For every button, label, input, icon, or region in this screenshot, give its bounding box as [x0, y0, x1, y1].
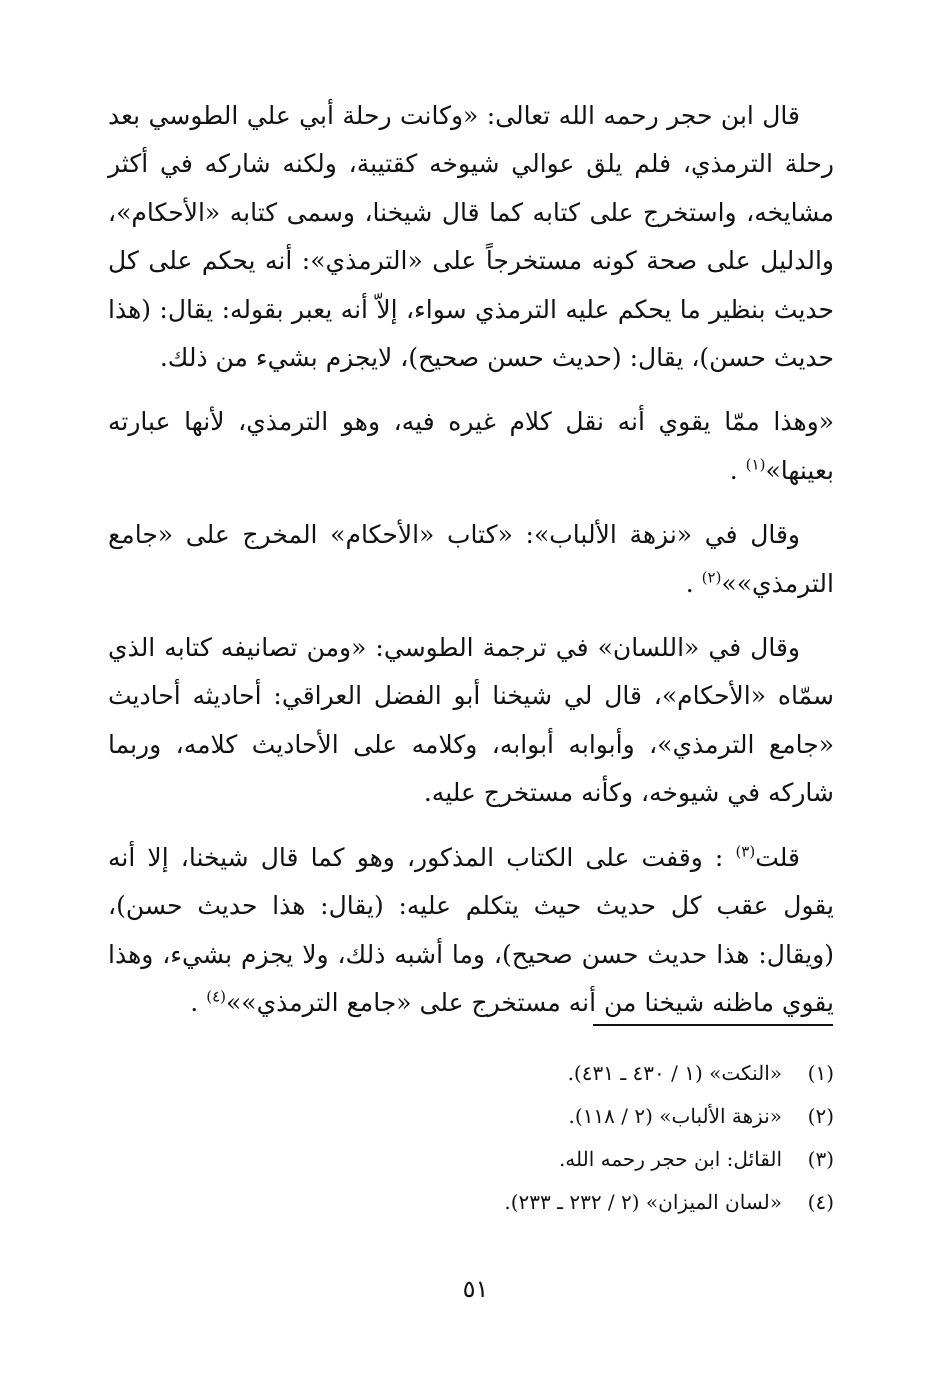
- footnote-marker-2: (٢): [701, 568, 722, 587]
- paragraph-3-text: وقال في «نزهة الألباب»: «كتاب «الأحكام» المخرج على «جامع الترمذي»»: [108, 520, 834, 598]
- footnote-number: (٢): [807, 1104, 834, 1128]
- footnote-text: «لسان الميزان» (٢ / ٢٣٢ ـ ٢٣٣).: [504, 1190, 782, 1214]
- main-text: [108, 92, 834, 1043]
- paragraph-5-text: : وقفت على الكتاب المذكور، وهو كما قال شيخنا، إلا أنه يقول عقب كل حديث حيث يتكلم عليه: (يقال: هذا حديث حسن)، (ويقال: هذا حديث حسن صحيح)، وما أشبه ذلك، ولا يجزم بشيء، وهذا يقوي ماظنه شيخنا من أنه مستخرج على «جامع الترمذي»»: [108, 842, 834, 1017]
- paragraph-2-text: «وهذا ممّا يقوي أنه نقل كلام غيره فيه، وهو الترمذي، لأنها عبارته بعينها»: [108, 407, 834, 485]
- paragraph-5: [108, 834, 834, 1028]
- paragraph-3: [108, 511, 834, 608]
- paragraph-1: قال ابن حجر رحمه الله تعالى: «وكانت رحلة أبي علي الطوسي بعد رحلة الترمذي، فلم يلق عوالي شيوخه كقتيبة، ولكنه شاركه في أكثر مشايخه، واستخرج على كتابه كما قال شيخنا، وسمى كتابه «الأحكام»، والدليل على صحة كونه مستخرجاً على «الترمذي»: أنه يحكم على كل حديث بنظير ما يحكم عليه الترمذي سواء، إلاّ أنه يعبر بقوله: يقال: (هذا حديث حسن)، يقال: (حديث حسن صحيح)، لايجزم بشيء من ذلك.: [108, 101, 834, 373]
- footnote-number: (٣): [807, 1147, 834, 1171]
- footnote-text: «نزهة الألباب» (٢ / ١١٨).: [568, 1104, 782, 1128]
- footnote-4: [108, 1181, 834, 1224]
- page-number: ٥١: [462, 1275, 489, 1303]
- footnote-number: (٤): [807, 1190, 834, 1214]
- paragraph-2: [108, 398, 834, 495]
- footnote-2: [108, 1095, 834, 1138]
- footnote-marker-4: (٤): [206, 987, 226, 1006]
- paragraph-4: وقال في «اللسان» في ترجمة الطوسي: «ومن تصانيفه كتابه الذي سمّاه «الأحكام»، قال لي شيخنا أبو الفضل العراقي: أحاديثه أحاديث «جامع الترمذي»، وأبوابه أبوابه، وكلامه على الأحاديث كلامه، وربما شاركه في شيوخه، وكأنه مستخرج عليه.: [108, 633, 834, 808]
- footnote-marker-3: (٣): [735, 842, 756, 861]
- footnote-number: (١): [807, 1061, 834, 1085]
- period: .: [190, 987, 207, 1017]
- period: .: [729, 455, 746, 485]
- footnote-marker-1: (١): [745, 455, 766, 474]
- footnote-divider: [593, 1024, 833, 1026]
- footnotes: [108, 1052, 834, 1224]
- footnote-1: [108, 1052, 834, 1095]
- period: .: [685, 568, 702, 598]
- footnote-3: [108, 1138, 834, 1181]
- footnote-text: «النكت» (١ / ٤٣٠ ـ ٤٣١).: [567, 1061, 782, 1085]
- paragraph-5-lead: قلت: [755, 842, 800, 872]
- footnote-text: القائل: ابن حجر رحمه الله.: [558, 1147, 782, 1171]
